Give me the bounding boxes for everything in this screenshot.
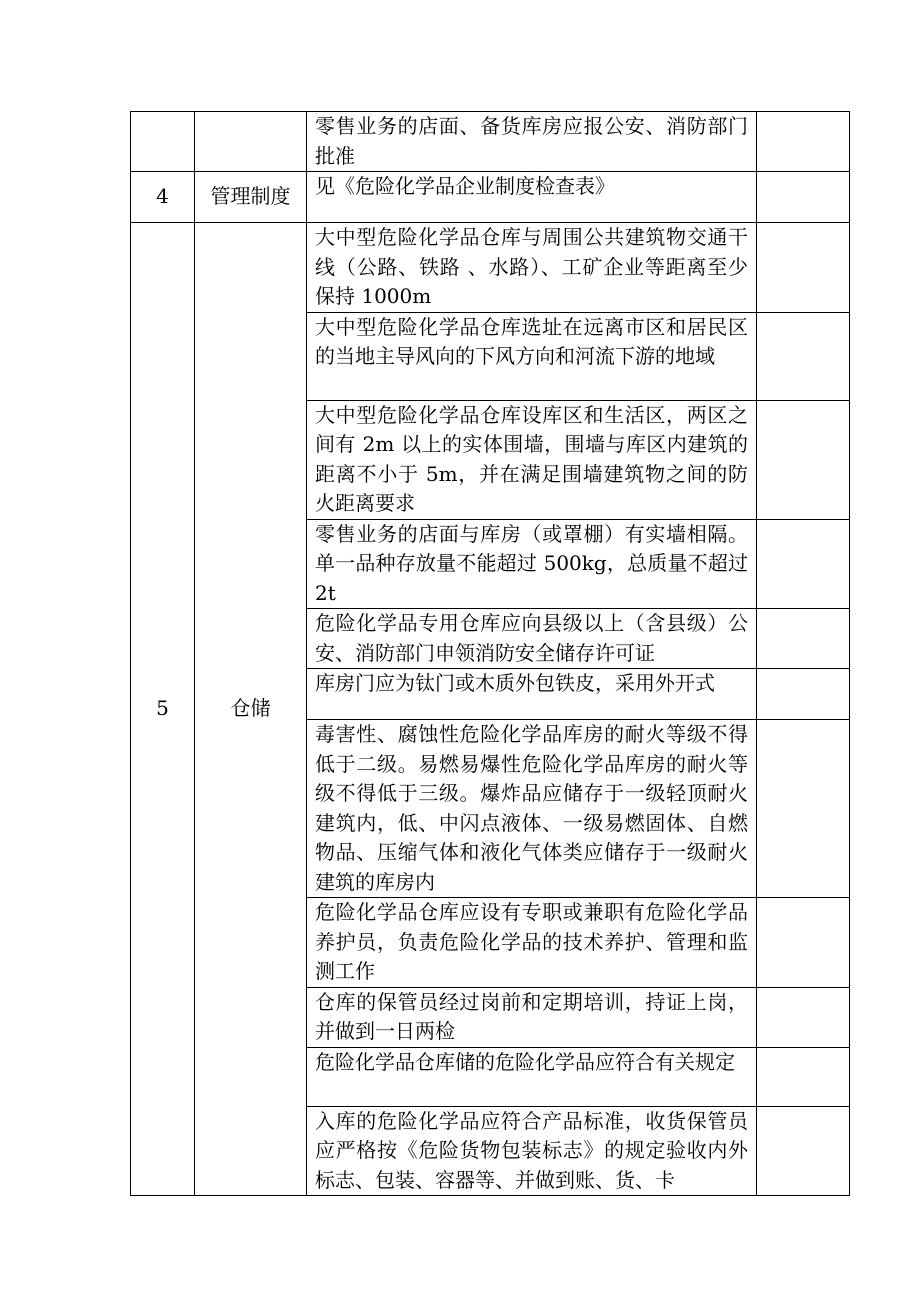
requirement-text: 毒害性、腐蚀性危险化学品库房的耐火等级不得低于二级。易燃易爆性危险化学品库房的耐火等级不得低于三级。爆炸品应储存于一级轻顶耐火建筑内，低、中闪点液体、一级易燃固体、自燃物品、压缩气体和液化气体类应储存于一级耐火建筑的库房内 bbox=[307, 720, 757, 898]
check-result-cell[interactable] bbox=[757, 1047, 850, 1106]
check-result-cell[interactable] bbox=[757, 669, 850, 720]
check-result-cell[interactable] bbox=[757, 609, 850, 669]
item-category: 仓储 bbox=[195, 223, 307, 1196]
item-number: 4 bbox=[131, 172, 195, 223]
check-result-cell[interactable] bbox=[757, 172, 850, 223]
requirement-text: 仓库的保管员经过岗前和定期培训，持证上岗，并做到一日两检 bbox=[307, 987, 757, 1047]
item-number: 5 bbox=[131, 223, 195, 1196]
check-result-cell[interactable] bbox=[757, 987, 850, 1047]
check-result-cell[interactable] bbox=[757, 720, 850, 898]
requirement-text: 零售业务的店面、备货库房应报公安、消防部门批准 bbox=[307, 112, 757, 172]
check-result-cell[interactable] bbox=[757, 112, 850, 172]
requirement-text: 大中型危险化学品仓库设库区和生活区，两区之间有 2m 以上的实体围墙，围墙与库区内建筑的距离不小于 5m，并在满足围墙建筑物之间的防火距离要求 bbox=[307, 400, 757, 519]
check-result-cell[interactable] bbox=[757, 898, 850, 988]
requirement-text: 大中型危险化学品仓库选址在远离市区和居民区的当地主导风向的下风方向和河流下游的地域 bbox=[307, 312, 757, 400]
requirement-text: 危险化学品仓库储的危险化学品应符合有关规定 bbox=[307, 1047, 757, 1106]
requirement-text: 库房门应为钛门或木质外包铁皮，采用外开式 bbox=[307, 669, 757, 720]
item-category: 管理制度 bbox=[195, 172, 307, 223]
check-result-cell[interactable] bbox=[757, 1106, 850, 1196]
inspection-table bbox=[130, 111, 850, 1196]
check-result-cell[interactable] bbox=[757, 400, 850, 519]
item-category bbox=[195, 112, 307, 172]
table-row bbox=[131, 223, 850, 313]
requirement-text: 大中型危险化学品仓库与周围公共建筑物交通干线（公路、铁路 、水路）、工矿企业等距离至少保持 1000m bbox=[307, 223, 757, 313]
requirement-text: 零售业务的店面与库房（或罩棚）有实墙相隔。单一品种存放量不能超过 500kg，总质量不超过 2t bbox=[307, 519, 757, 609]
requirement-text: 入库的危险化学品应符合产品标准，收货保管员应严格按《危险货物包装标志》的规定验收内外标志、包装、容器等、并做到账、货、卡 bbox=[307, 1106, 757, 1196]
check-result-cell[interactable] bbox=[757, 312, 850, 400]
check-result-cell[interactable] bbox=[757, 519, 850, 609]
requirement-text: 危险化学品专用仓库应向县级以上（含县级）公安、消防部门申领消防安全储存许可证 bbox=[307, 609, 757, 669]
table-row bbox=[131, 172, 850, 223]
check-result-cell[interactable] bbox=[757, 223, 850, 313]
requirement-text: 见《危险化学品企业制度检查表》 bbox=[307, 172, 757, 223]
table-row bbox=[131, 112, 850, 172]
requirement-text: 危险化学品仓库应设有专职或兼职有危险化学品养护员，负责危险化学品的技术养护、管理和监测工作 bbox=[307, 898, 757, 988]
item-number bbox=[131, 112, 195, 172]
